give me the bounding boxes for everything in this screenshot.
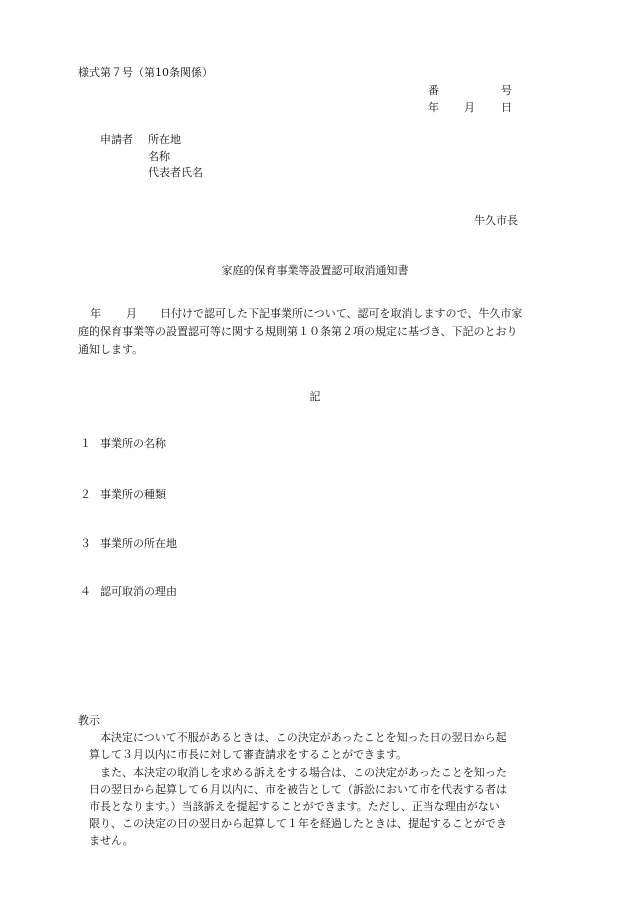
item-label: 事業所の種類 [100, 488, 166, 501]
notice-p1-line: 算して３月以内に市長に対して審査請求をすることができます。 [89, 748, 408, 761]
ref-nen: 年 [428, 101, 439, 114]
applicant-label: 申請者 [100, 133, 133, 146]
item-number: １ [80, 437, 91, 450]
applicant-address-label: 所在地 [148, 133, 181, 146]
item-number: ４ [80, 585, 91, 598]
form-number: 様式第７号（第10条関係） [78, 66, 213, 79]
applicant-name-label: 名称 [148, 150, 170, 163]
notice-heading: 教示 [78, 714, 100, 727]
ref-ban: 番 [428, 84, 439, 97]
body-line-1: 日付けで認可した下記事業所について、認可を取消しますので、牛久市家 [160, 307, 523, 320]
ki-label: 記 [309, 390, 321, 403]
notice-p1-line: 本決定について不服があるときは、この決定があったことを知った日の翌日から起 [100, 731, 507, 744]
item-label: 事業所の所在地 [100, 537, 177, 550]
document-title: 家庭的保育事業等設置認可取消通知書 [221, 264, 409, 277]
item-number: ３ [80, 537, 91, 550]
notice-p2-line: 限り、この決定の日の翌日から起算して１年を経過したときは、提起することができ [89, 817, 507, 830]
ref-tsuki: 月 [464, 101, 475, 114]
ref-go: 号 [501, 84, 512, 97]
body-tsuki: 月 [126, 307, 137, 320]
body-nen: 年 [90, 307, 101, 320]
applicant-rep-label: 代表者氏名 [148, 166, 203, 179]
body-line-2: 庭的保育事業等の設置認可等に関する規則第１０条第２項の規定に基づき、下記のとおり [78, 325, 518, 338]
issuer: 牛久市長 [474, 214, 518, 227]
item-number: ２ [80, 488, 91, 501]
notice-p2-line: また、本決定の取消しを求める訴えをする場合は、この決定があったことを知った [100, 766, 507, 779]
notice-p2-line: ません。 [89, 834, 134, 847]
notice-p2-line: 市長となります。）当該訴えを提起することができます。ただし、正当な理由がない [89, 800, 500, 813]
ref-hi: 日 [501, 101, 512, 114]
notice-p2-line: 日の翌日から起算して６月以内に、市を被告として（訴訟において市を代表する者は [89, 783, 507, 796]
item-label: 事業所の名称 [100, 437, 166, 450]
item-label: 認可取消の理由 [100, 585, 177, 598]
body-line-3: 通知します。 [78, 343, 144, 356]
